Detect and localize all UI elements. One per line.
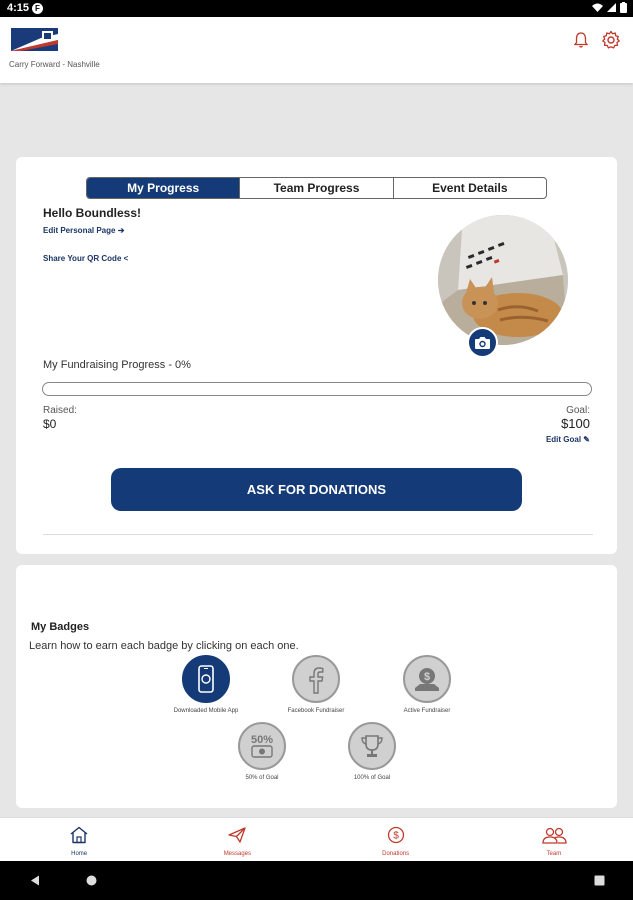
status-time: 4:15	[7, 2, 30, 14]
facebook-icon	[304, 664, 328, 694]
greeting: Hello Boundless!	[43, 206, 142, 220]
nav-donations-label: Donations	[382, 851, 410, 857]
badges-title: My Badges	[31, 621, 90, 633]
camera-icon	[469, 329, 496, 356]
wifi-icon	[592, 3, 603, 12]
goal-amount: $100	[561, 416, 590, 431]
back-icon[interactable]	[30, 875, 40, 886]
edit-goal-link[interactable]: Edit Goal ✎	[545, 435, 590, 444]
organization-name: Carry Forward - Nashville	[9, 60, 100, 69]
trophy-icon	[357, 731, 387, 761]
goal-label: Goal:	[566, 405, 590, 416]
app-notification-icon: F	[32, 3, 43, 14]
progress-card	[16, 157, 617, 554]
nav-home-label: Home	[71, 851, 88, 857]
app-header	[0, 17, 633, 83]
system-navigation-bar	[0, 861, 633, 900]
bottom-navigation	[0, 817, 633, 861]
signal-icon	[607, 3, 616, 12]
fundraising-progress-label: My Fundraising Progress - 0%	[43, 359, 191, 371]
send-icon	[227, 826, 247, 844]
svg-text:$: $	[392, 830, 399, 842]
nav-team-label: Team	[546, 851, 562, 857]
mobile-app-icon	[194, 664, 218, 694]
home-icon	[69, 826, 89, 844]
dollar-icon	[386, 826, 406, 844]
organization-logo[interactable]	[11, 28, 58, 51]
recents-icon[interactable]	[594, 875, 605, 886]
profile-avatar[interactable]	[438, 215, 568, 345]
tab-my-progress[interactable]: My Progress	[87, 178, 239, 198]
badge-facebook-fundraiser[interactable]	[276, 655, 356, 714]
badge-label: Active Fundraiser	[403, 708, 451, 714]
svg-text:$: $	[423, 671, 431, 683]
badge-label: Facebook Fundraiser	[287, 708, 345, 714]
badges-subtitle: Learn how to earn each badge by clicking on each one.	[29, 640, 299, 652]
dollar-coin-icon	[410, 662, 444, 696]
badges-card	[16, 565, 617, 808]
system-icons	[592, 2, 627, 13]
edit-personal-page-link[interactable]: Edit Personal Page ➔	[43, 226, 125, 235]
badge-label: Downloaded Mobile App	[173, 708, 239, 714]
raised-amount: $0	[43, 417, 57, 431]
badge-active-fundraiser[interactable]	[387, 655, 467, 714]
nav-donations[interactable]	[317, 818, 475, 861]
progress-tabs	[86, 177, 547, 199]
nav-messages-label: Messages	[223, 851, 252, 857]
divider	[43, 534, 593, 535]
badge-label: 50% of Goal	[245, 775, 279, 781]
fifty-percent-icon	[244, 729, 280, 763]
battery-icon	[620, 2, 627, 13]
nav-messages[interactable]	[158, 818, 316, 861]
share-qr-code-link[interactable]: Share Your QR Code <	[43, 254, 129, 263]
badge-fifty-percent-goal[interactable]	[222, 722, 302, 781]
badge-hundred-percent-goal[interactable]	[332, 722, 412, 781]
tab-event-details[interactable]: Event Details	[393, 178, 546, 198]
svg-text:50%: 50%	[250, 734, 274, 746]
profile-photo	[438, 215, 568, 345]
home-nav-icon[interactable]	[86, 875, 97, 886]
tab-team-progress[interactable]: Team Progress	[239, 178, 392, 198]
ask-for-donations-button[interactable]: ASK FOR DONATIONS	[111, 468, 522, 511]
badge-downloaded-mobile-app[interactable]	[166, 655, 246, 714]
fundraising-progress-bar	[42, 382, 592, 396]
nav-team[interactable]	[475, 818, 633, 861]
team-icon	[541, 826, 567, 844]
badge-label: 100% of Goal	[353, 775, 391, 781]
settings-gear-icon[interactable]	[601, 30, 621, 50]
change-photo-button[interactable]	[467, 327, 498, 358]
notifications-bell-icon[interactable]	[572, 31, 590, 49]
status-bar	[0, 0, 633, 17]
raised-label: Raised:	[43, 405, 77, 416]
nav-home[interactable]	[0, 818, 158, 861]
